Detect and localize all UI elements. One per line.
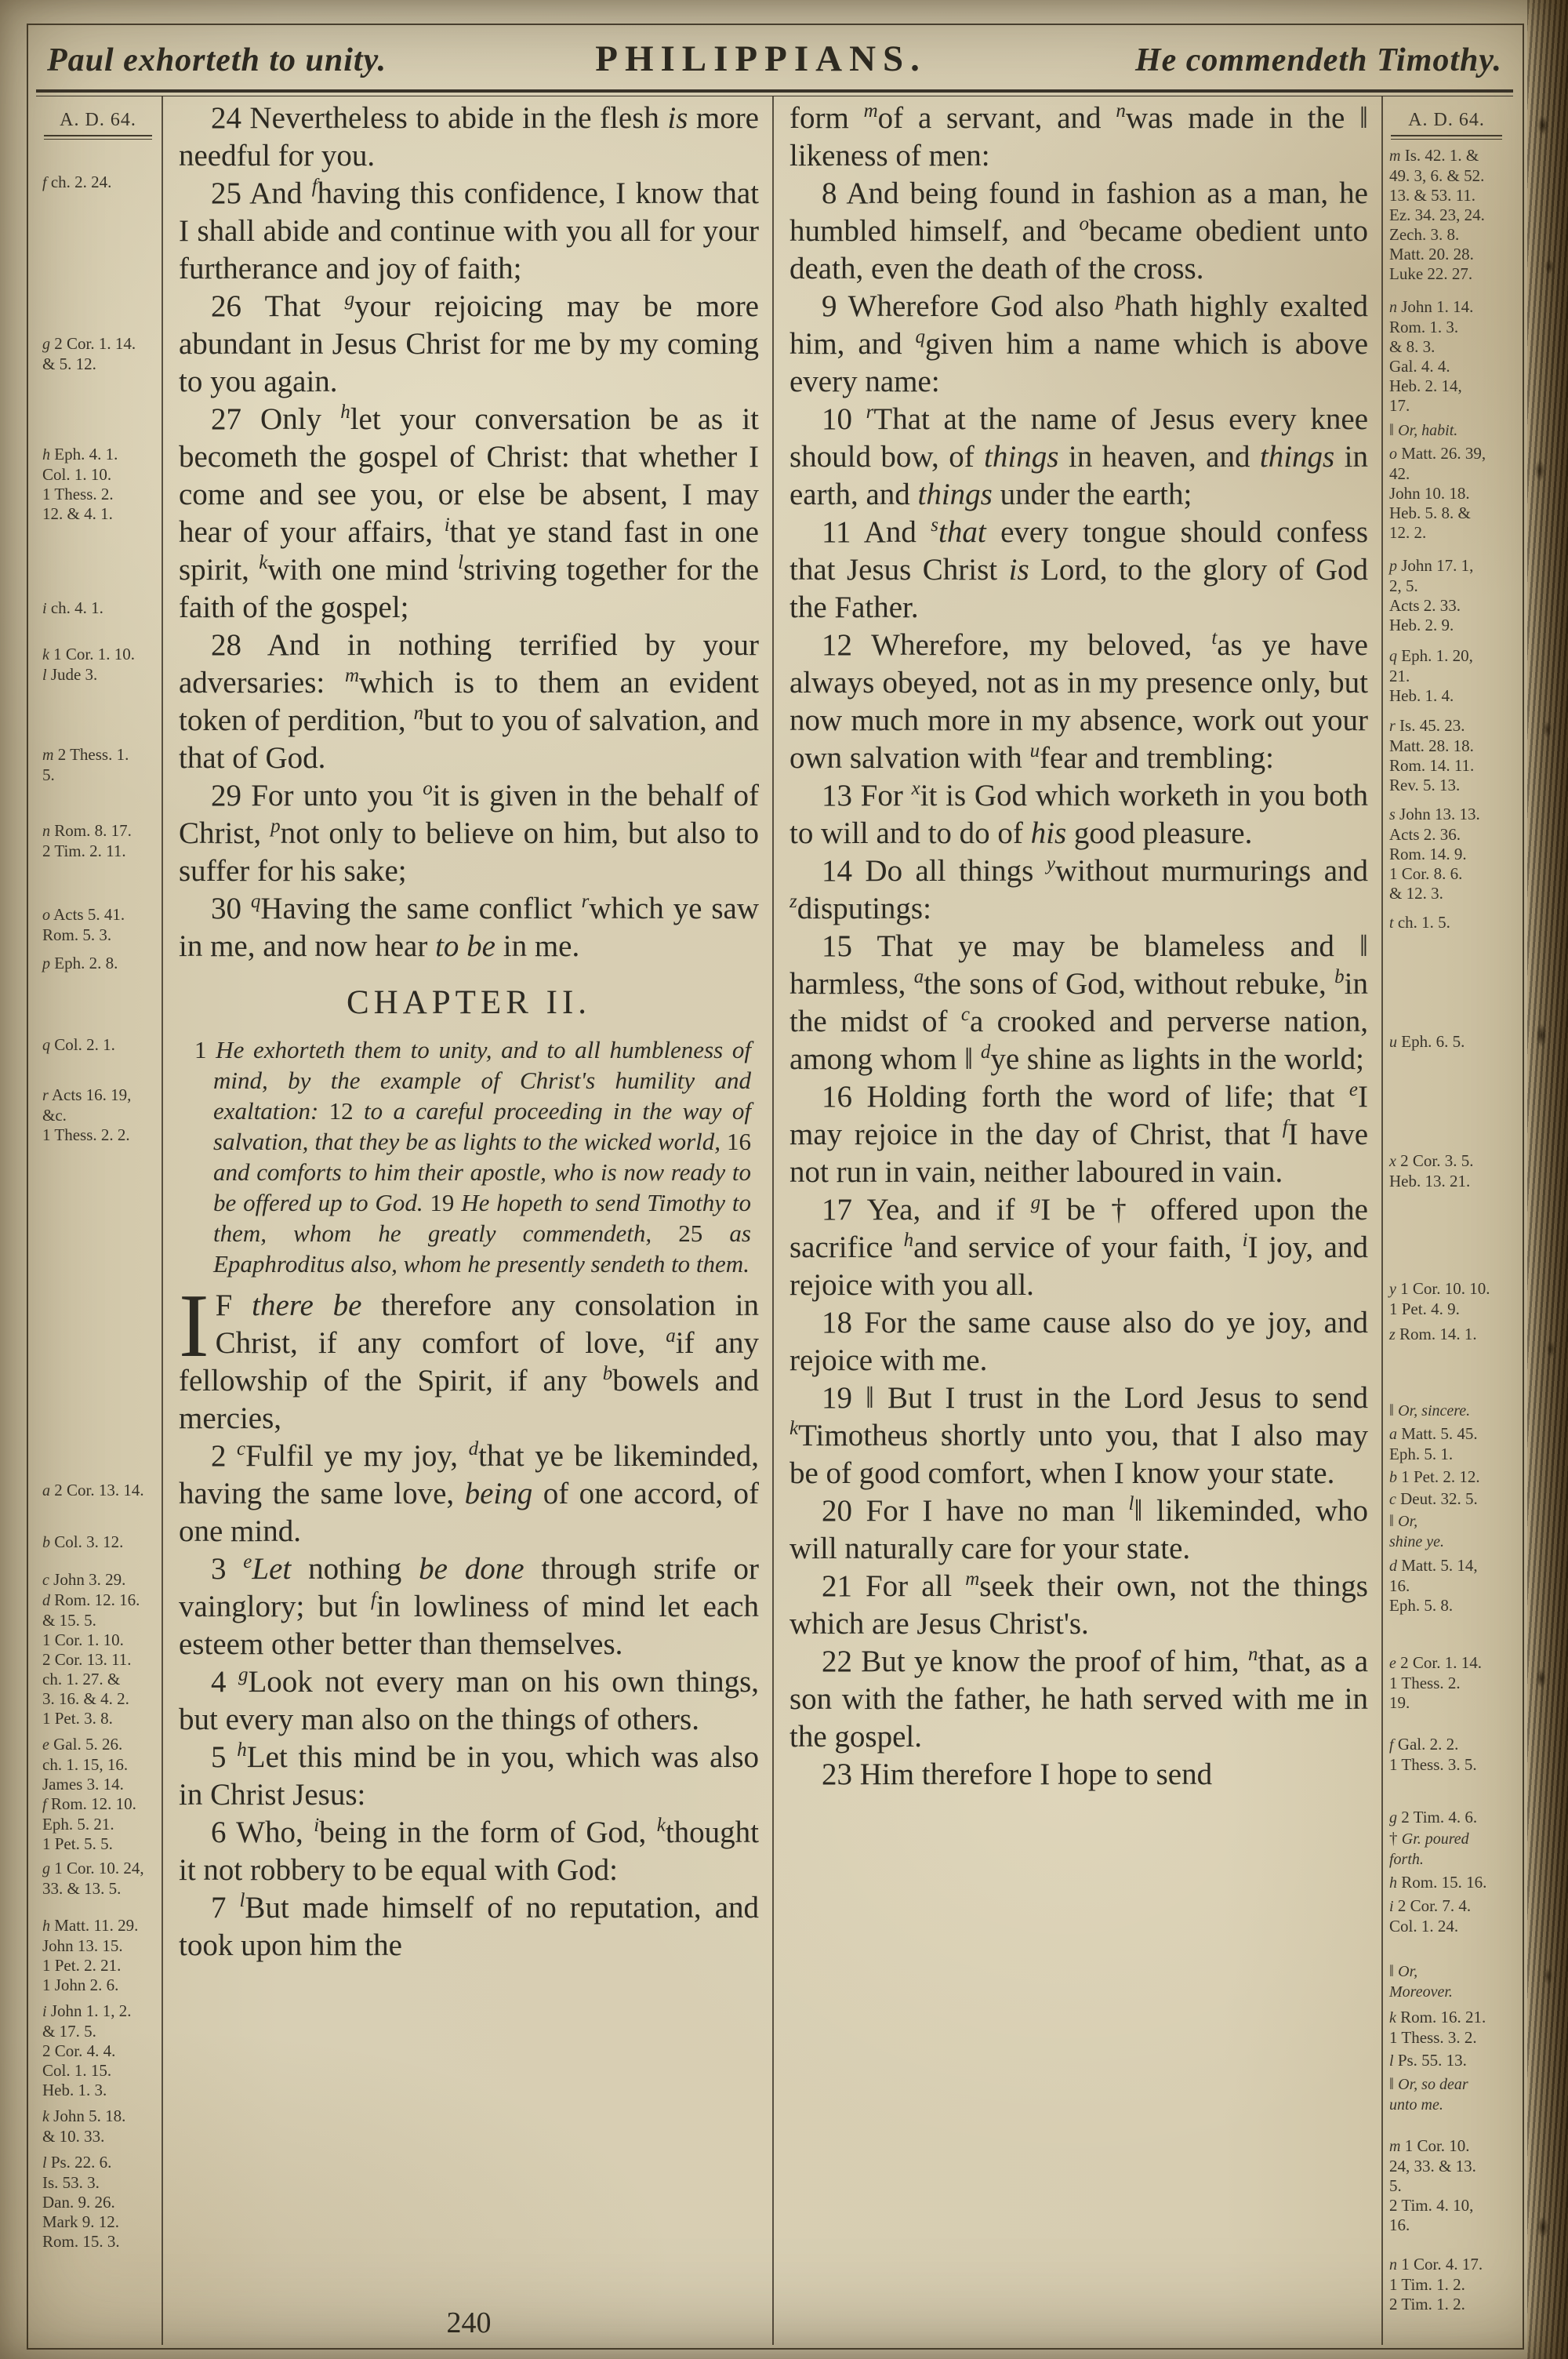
verse-paragraph: 14 Do all things $^y$without murmurings and $^z$disputings: xyxy=(789,853,1368,925)
margin-note: m 1 Cor. 10. 24, 33. & 13. 5. 2 Tim. 4. 10, 16. xyxy=(1389,2136,1476,2234)
margin-note: ‖ Or, shine ye. xyxy=(1389,1511,1444,1550)
margin-note: p John 17. 1, 2, 5. Acts 2. 33. Heb. 2. 9. xyxy=(1389,556,1474,634)
margin-note: n John 1. 14. Rom. 1. 3. & 8. 3. Gal. 4. 4. Heb. 2. 14, 17. xyxy=(1389,297,1474,415)
margin-note: ‖ Or, Moreover. xyxy=(1389,1961,1453,2001)
margin-note: k 1 Cor. 1. 10. l Jude 3. xyxy=(42,645,135,684)
right-margin-note-list xyxy=(1383,146,1510,2314)
margin-note: g 2 Tim. 4. 6. xyxy=(1389,1808,1478,1826)
running-head-right: He commendeth Timothy. xyxy=(1134,42,1502,78)
verse-paragraph: 11 And $^s$that every tongue should confess that Jesus Christ is Lord, to the glory of God the Father. xyxy=(789,514,1368,624)
margin-note: d Matt. 5. 14, 16. Eph. 5. 8. xyxy=(1389,1556,1478,1615)
margin-note: g 1 Cor. 10. 24, 33. & 13. 5. xyxy=(42,1859,144,1898)
verse-paragraph: 13 For $^x$it is God which worketh in you both to will and to do of his good pleasure. xyxy=(789,778,1368,850)
verse-paragraph: 4 $^g$Look not every man on his own things, but every man also on the things of others. xyxy=(179,1664,759,1736)
verse-paragraph: 30 $^q$Having the same conflict $^r$which ye saw in me, and now hear to be in me. xyxy=(179,891,759,963)
verse-paragraph: I F there be therefore any consolation in Christ, if any comfort of love, $^a$if any fellowship of the Spirit, if any $^b$bowels and mercies, xyxy=(179,1276,759,1435)
verse-paragraph: 6 Who, $^i$being in the form of God, $^k$thought it not robbery to be equal with God: xyxy=(179,1815,759,1887)
verse-paragraph: 5 $^h$Let this mind be in you, which was also in Christ Jesus: xyxy=(179,1739,759,1812)
margin-note: h Matt. 11. 29. John 13. 15. 1 Pet. 2. 21. 1 John 2. 6. xyxy=(42,1916,139,1994)
margin-note: u Eph. 6. 5. xyxy=(1389,1032,1465,1051)
page-content xyxy=(36,31,1513,2345)
verse-paragraph: 28 And in nothing terrified by your adversaries: $^m$which is to them an evident token of perdition, $^n$but to you of salvation, and that of God. xyxy=(179,628,759,775)
margin-note: o Matt. 26. 39, 42. John 10. 18. Heb. 5. 8. & 12. 2. xyxy=(1389,444,1486,542)
margin-note: ‖ Or, habit. xyxy=(1389,420,1458,439)
margin-note: l Ps. 55. 13. xyxy=(1389,2051,1467,2070)
margin-note: l Ps. 22. 6. Is. 53. 3. Dan. 9. 26. Mark 9. 12. Rom. 15. 3. xyxy=(42,2153,120,2251)
verse-paragraph: 26 That $^g$your rejoicing may be more abundant in Jesus Christ for me by my coming to you again. xyxy=(179,289,759,398)
margin-note: c Deut. 32. 5. xyxy=(1389,1489,1478,1508)
margin-note: i 2 Cor. 7. 4. Col. 1. 24. xyxy=(1389,1896,1472,1936)
ad-date-left: A. D. 64. xyxy=(60,110,136,130)
verse-list-right xyxy=(789,100,1368,2345)
margin-note: h Eph. 4. 1. Col. 1. 10. 1 Thess. 2. 12. & 4. 1. xyxy=(42,445,118,523)
margin-note: f Gal. 2. 2. 1 Thess. 3. 5. xyxy=(1389,1735,1477,1774)
margin-note: ‖ Or, so dear unto me. xyxy=(1389,2074,1468,2114)
margin-note: b 1 Pet. 2. 12. xyxy=(1389,1467,1480,1486)
margin-note: y 1 Cor. 10. 10. 1 Pet. 4. 9. xyxy=(1389,1279,1490,1318)
verse-paragraph: 24 Nevertheless to abide in the flesh is more needful for you. xyxy=(179,101,759,173)
verse-paragraph: 1 He exhorteth them to unity, and to all humbleness of mind, by the example of Christ's humility and exaltation: 12 to a careful proceeding in the way of salvation, that they be as lights to the wicked world, 16 and comforts to him their apostle, who is now ready to be offered up to God. 19 He hopeth to send Timothy to them, whom he greatly commendeth, 25 as Epaphroditus also, whom he presently sendeth to them. xyxy=(194,1036,751,1278)
running-header xyxy=(36,31,1513,88)
margin-note: k John 5. 18. & 10. 33. xyxy=(42,2106,126,2146)
verse-paragraph: 12 Wherefore, my beloved, $^t$as ye have always obeyed, not as in my presence only, but now much more in my absence, work out your own salvation with $^u$fear and trembling: xyxy=(789,627,1368,775)
margin-note: q Eph. 1. 20, 21. Heb. 1. 4. xyxy=(1389,646,1473,705)
verse-paragraph: 19 ‖ But I trust in the Lord Jesus to send $^k$Timotheus shortly unto you, that I also may be of good comfort, when I know your state. xyxy=(789,1381,1368,1490)
verse-paragraph: 20 For I have no man $^l$‖ likeminded, who will naturally care for your state. xyxy=(789,1493,1368,1565)
text-column-right xyxy=(772,96,1383,2345)
verse-paragraph: 29 For unto you $^o$it is given in the behalf of Christ, $^p$not only to believe on him, but also to suffer for his sake; xyxy=(179,778,759,888)
text-columns xyxy=(36,96,1513,2345)
ad-rule-right xyxy=(1391,135,1502,140)
left-margin-note-list xyxy=(36,173,160,2252)
margin-note: a Matt. 5. 45. Eph. 5. 1. xyxy=(1389,1424,1478,1463)
verse-paragraph: 27 Only $^h$let your conversation be as it becometh the gospel of Christ: that whether I come and see you, or else be absent, I may hear of your affairs, $^i$that ye stand fast in one spirit, $^k$with one mind $^l$striving together for the faith of the gospel; xyxy=(179,402,759,624)
margin-note: k Rom. 16. 21. 1 Thess. 3. 2. xyxy=(1389,2008,1486,2047)
margin-note: q Col. 2. 1. xyxy=(42,1035,115,1054)
verse-paragraph: 3 $^e$Let nothing be done through strife or vainglory; but $^f$in lowliness of mind let each esteem other better than themselves. xyxy=(179,1551,759,1661)
margin-note: p Eph. 2. 8. xyxy=(42,954,118,972)
verse-paragraph: 16 Holding forth the word of life; that $^e$I may rejoice in the day of Christ, that $^f$I have not run in vain, neither laboured in vain. xyxy=(789,1079,1368,1189)
running-head-left: Paul exhorteth to unity. xyxy=(47,42,387,78)
verse-paragraph: 9 Wherefore God also $^p$hath highly exalted him, and $^q$given him a name which is above every name: xyxy=(789,289,1368,398)
margin-note: o Acts 5. 41. Rom. 5. 3. xyxy=(42,905,125,944)
verse-paragraph: 7 $^l$But made himself of no reputation, and took upon him the xyxy=(179,1890,759,1962)
verse-paragraph: 18 For the same cause also do ye joy, and rejoice with me. xyxy=(789,1306,1368,1377)
margin-note: c John 3. 29. d Rom. 12. 16. & 15. 5. 1 Cor. 1. 10. 2 Cor. 13. 11. ch. 1. 27. & 3. 16. & 4. 2. 1 Pet. 3. 8. xyxy=(42,1570,140,1728)
margin-note: r Is. 45. 23. Matt. 28. 18. Rom. 14. 11. Rev. 5. 13. xyxy=(1389,716,1475,794)
verse-paragraph: 21 For all $^m$seek their own, not the things which are Jesus Christ's. xyxy=(789,1568,1368,1641)
ad-date-right: A. D. 64. xyxy=(1408,110,1485,130)
margin-note: n Rom. 8. 17. 2 Tim. 2. 11. xyxy=(42,821,132,860)
margin-note: e Gal. 5. 26. ch. 1. 15, 16. James 3. 14. f Rom. 12. 10. Eph. 5. 21. 1 Pet. 5. 5. xyxy=(42,1735,136,1853)
right-margin-column xyxy=(1383,96,1510,2345)
book-title: PHILIPPIANS. xyxy=(595,38,927,79)
book-page-edges xyxy=(1527,0,1568,2359)
margin-note: f ch. 2. 24. xyxy=(42,173,112,191)
verse-paragraph: 17 Yea, and if $^g$I be † offered upon the sacrifice $^h$and service of your faith, $^i$I joy, and rejoice with you all. xyxy=(789,1192,1368,1302)
margin-note: a 2 Cor. 13. 14. xyxy=(42,1481,144,1499)
margin-note: g 2 Cor. 1. 14. & 5. 12. xyxy=(42,334,136,373)
drop-cap: I xyxy=(179,1276,209,1376)
margin-note: e 2 Cor. 1. 14. 1 Thess. 2. 19. xyxy=(1389,1653,1482,1712)
margin-note: m Is. 42. 1. & 49. 3, 6. & 52. 13. & 53. 11. Ez. 34. 23, 24. Zech. 3. 8. Matt. 20. 28. Luke 22. 27. xyxy=(1389,146,1485,283)
verse-paragraph: 2 $^c$Fulfil ye my joy, $^d$that ye be likeminded, having the same love, being of one accord, of one mind. xyxy=(179,1438,759,1548)
header-rule xyxy=(36,89,1513,96)
margin-note: x 2 Cor. 3. 5. Heb. 13. 21. xyxy=(1389,1151,1474,1190)
margin-note: h Rom. 15. 16. xyxy=(1389,1873,1487,1892)
margin-note: t ch. 1. 5. xyxy=(1389,913,1450,932)
margin-note: ‖ Or, sincere. xyxy=(1389,1401,1471,1419)
margin-note: i John 1. 1, 2. & 17. 5. 2 Cor. 4. 4. Col. 1. 15. Heb. 1. 3. xyxy=(42,2001,132,2099)
margin-note: z Rom. 14. 1. xyxy=(1389,1325,1477,1343)
verse-paragraph: 10 $^r$That at the name of Jesus every knee should bow, of things in heaven, and things in earth, and things under the earth; xyxy=(789,402,1368,511)
verse-list-left xyxy=(179,100,759,2303)
margin-note: i ch. 4. 1. xyxy=(42,598,103,617)
margin-note: s John 13. 13. Acts 2. 36. Rom. 14. 9. 1 Cor. 8. 6. & 12. 3. xyxy=(1389,805,1480,903)
verse-paragraph: 15 That ye may be blameless and ‖ harmless, $^a$the sons of God, without rebuke, $^b$in the midst of $^c$a crooked and perverse nation, among whom ‖ $^d$ye shine as lights in the world; xyxy=(789,929,1368,1076)
verse-paragraph: 23 Him therefore I hope to send xyxy=(821,1757,1213,1791)
verse-paragraph: CHAPTER II. xyxy=(346,984,592,1021)
margin-note: † Gr. poured forth. xyxy=(1389,1829,1469,1868)
margin-note: b Col. 3. 12. xyxy=(42,1532,124,1551)
margin-note: n 1 Cor. 4. 17. 1 Tim. 1. 2. 2 Tim. 1. 2. xyxy=(1389,2255,1483,2314)
text-column-left xyxy=(162,96,772,2345)
margin-note: m 2 Thess. 1. 5. xyxy=(42,745,129,784)
verse-paragraph: form $^m$of a servant, and $^n$was made in the ‖ likeness of men: xyxy=(789,100,1368,173)
margin-note: r Acts 16. 19, &c. 1 Thess. 2. 2. xyxy=(42,1085,132,1144)
page-number: 240 xyxy=(446,2306,492,2339)
verse-paragraph: 22 But ye know the proof of him, $^n$that, as a son with the father, he hath served with me in the gospel. xyxy=(789,1644,1368,1754)
verse-paragraph: 25 And $^f$having this confidence, I know that I shall abide and continue with you all for your furtherance and joy of faith; xyxy=(179,176,759,285)
left-margin-column xyxy=(36,96,162,2345)
verse-paragraph: 8 And being found in fashion as a man, he humbled himself, and $^o$became obedient unto death, even the death of the cross. xyxy=(789,176,1368,285)
ad-rule-left xyxy=(44,135,152,140)
